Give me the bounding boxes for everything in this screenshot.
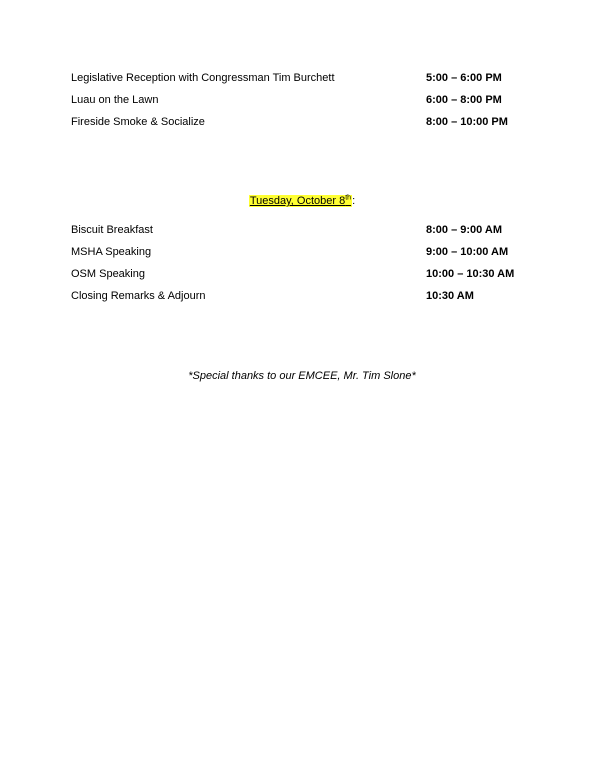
event-name: Fireside Smoke & Socialize bbox=[71, 116, 205, 128]
day-heading-text: Tuesday, October 8 bbox=[249, 195, 346, 207]
event-time: 8:00 – 9:00 AM bbox=[426, 224, 503, 236]
event-name: Biscuit Breakfast bbox=[71, 224, 153, 236]
event-time: 5:00 – 6:00 PM bbox=[426, 72, 502, 84]
event-time: 9:00 – 10:00 AM bbox=[426, 246, 509, 258]
event-time: 6:00 – 8:00 PM bbox=[426, 94, 502, 106]
event-time: 8:00 – 10:00 PM bbox=[426, 116, 508, 128]
schedule-row bbox=[71, 266, 541, 282]
event-name: Luau on the Lawn bbox=[71, 94, 159, 106]
event-name: OSM Speaking bbox=[71, 268, 145, 280]
event-name: Legislative Reception with Congressman Tim Burchett bbox=[71, 72, 335, 84]
event-time: 10:30 AM bbox=[426, 290, 474, 302]
schedule-row bbox=[71, 114, 541, 130]
schedule-row bbox=[71, 288, 541, 304]
event-time: 10:00 – 10:30 AM bbox=[426, 268, 515, 280]
day-heading-colon: : bbox=[352, 195, 356, 207]
day-heading-suffix: th bbox=[345, 194, 352, 202]
event-name: MSHA Speaking bbox=[71, 246, 152, 258]
thanks-note: *Special thanks to our EMCEE, Mr. Tim Slone* bbox=[188, 370, 416, 382]
schedule-row bbox=[71, 70, 541, 86]
day-heading bbox=[0, 193, 604, 209]
day-heading-highlight bbox=[249, 195, 352, 207]
schedule-row bbox=[71, 244, 541, 260]
schedule-row bbox=[71, 222, 541, 238]
schedule-row bbox=[71, 92, 541, 108]
event-name: Closing Remarks & Adjourn bbox=[71, 290, 206, 302]
